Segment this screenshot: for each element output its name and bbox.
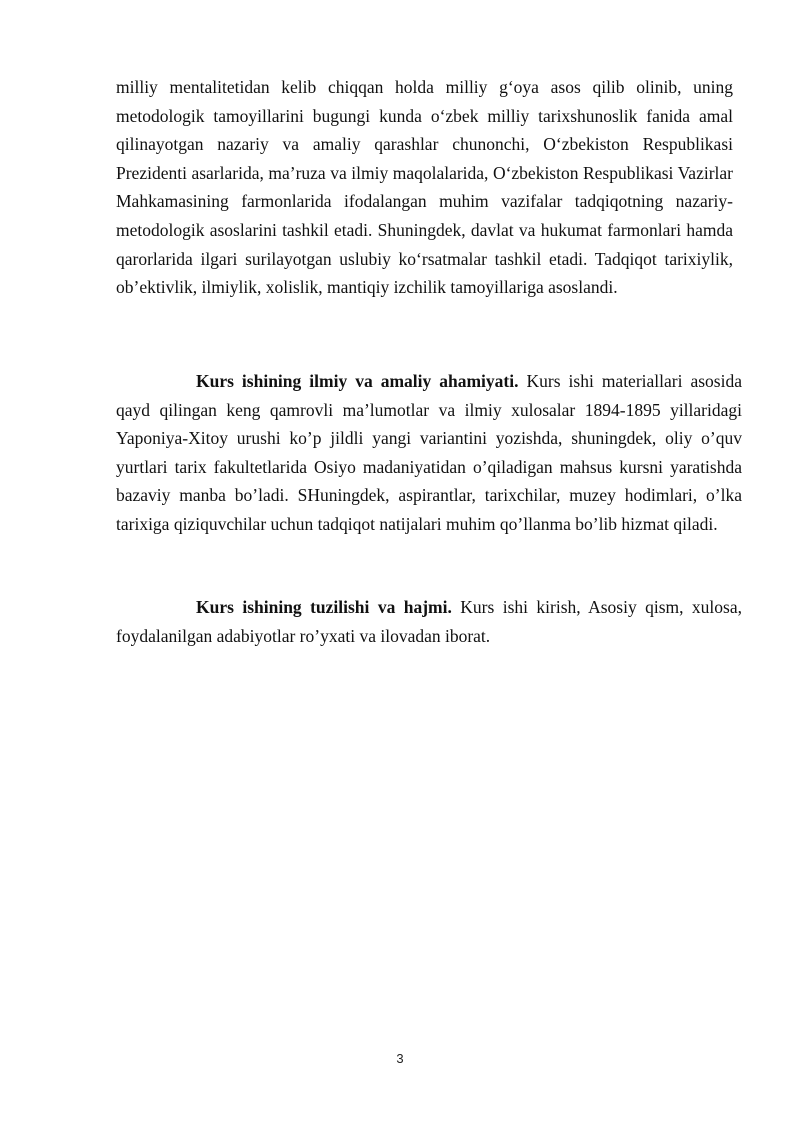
section-heading-structure: Kurs ishining tuzilishi va hajmi. (196, 597, 452, 617)
paragraph-significance (116, 367, 742, 539)
paragraph-structure-body (116, 593, 742, 650)
paragraph-methodology (116, 73, 733, 302)
paragraph-significance-text: Kurs ishi materiallari asosida qayd qilingan keng qamrovli ma’lumotlar va ilmiy xulosalar 1894-1895 yillaridagi Yaponiya-Xitoy urushi ko’p jildli yangi variantini yozishda, shuningdek, oliy o’quv yurtlari tarix fakultetlarida Osiyo madaniyatidan o’qiladigan mahsus kursni yaratishda bazaviy manba bo’ladi. SHuningdek, aspirantlar, tarixchilar, muzey hodimlari, o’lka tarixiga qiziquvchilar uchun tadqiqot natijalari muhim qo’llanma bo’lib hizmat qiladi. (116, 371, 742, 534)
page-number: 3 (396, 1051, 404, 1066)
section-heading-significance: Kurs ishining ilmiy va amaliy ahamiyati. (196, 371, 519, 391)
paragraph-methodology-text: milliy mentalitetidan kelib chiqqan holda milliy g‘oya asos qilib olinib, uning metodologik tamoyillarini bugungi kunda o‘zbek milliy tarixshunoslik fanida amal qilinayotgan nazariy va amaliy qarashlar chunonchi, O‘zbekiston Respublikasi Prezidenti asarlarida, ma’ruza va ilmiy maqolalarida, O‘zbekiston Respublikasi Vazirlar Mahkamasining farmonlarida ifodalangan muhim vazifalar tadqiqotning nazariy-metodologik asoslarini tashkil etadi. Shuningdek, davlat va hukumat farmonlari hamda qarorlarida ilgari surilayotgan uslubiy ko‘rsatmalar tashkil etadi. Tadqiqot tarixiylik, ob’ektivlik, ilmiylik, xolislik, mantiqiy izchilik tamoyillariga asoslandi. (116, 77, 733, 298)
paragraph-structure (116, 593, 742, 650)
paragraph-significance-body (116, 367, 742, 539)
paragraph-structure-text: Kurs ishi kirish, Asosiy qism, xulosa, foydalanilgan adabiyotlar ro’yxati va ilovadan iborat. (116, 597, 742, 646)
